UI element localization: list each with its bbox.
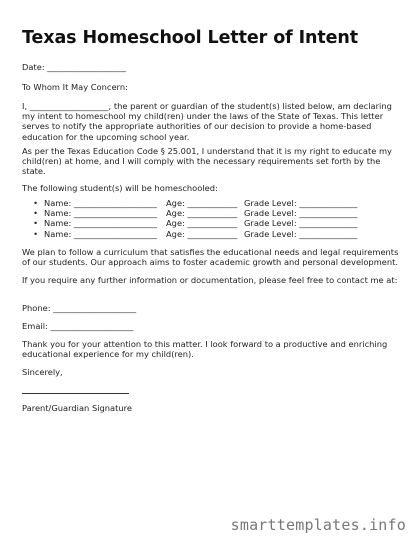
email-line: Email: ____________________ <box>22 321 134 331</box>
student-age-field: Age: ____________ <box>166 218 238 229</box>
watermark-brand: smarttemplates.info <box>230 516 406 534</box>
bullet: • <box>33 198 38 208</box>
student-grade-field: Grade Level: ______________ <box>244 218 358 229</box>
list-item <box>22 229 402 239</box>
student-age-field: Age: ____________ <box>166 198 238 208</box>
student-name-field: Name: ____________________ <box>44 218 157 229</box>
student-grade-field: Grade Level: ______________ <box>244 208 358 219</box>
bullet: • <box>33 218 38 229</box>
student-name-field: Name: ____________________ <box>44 208 157 219</box>
bullet: • <box>33 228 38 239</box>
student-name-field: Name: ____________________ <box>44 228 157 239</box>
student-name-field: Name: ____________________ <box>44 198 157 208</box>
student-age-field: Age: ____________ <box>166 228 238 239</box>
salutation: To Whom It May Concern: <box>22 82 128 92</box>
signature-label: Parent/Guardian Signature <box>22 403 132 413</box>
student-list <box>22 198 402 239</box>
thanks-paragraph: Thank you for your attention to this matter. I look forward to a productive and enriching educational experience for my child(ren). <box>22 339 388 360</box>
intent-paragraph: I, ___________________, the parent or guardian of the student(s) listed below, am declaring my intent to homeschool my child(ren) under the laws of the State of Texas. This letter serves to notify the appropriate authorities of our decision to provide a home-based education for the upcoming school year. <box>22 101 392 142</box>
student-age-field: Age: ____________ <box>166 208 238 219</box>
signature-line <box>22 393 129 394</box>
students-intro: The following student(s) will be homeschooled: <box>22 183 218 193</box>
list-item <box>22 208 402 218</box>
curriculum-paragraph: We plan to follow a curriculum that satisfies the educational needs and legal requirements of our students. Our approach aims to foster academic growth and personal development. <box>22 247 399 268</box>
date-line: Date: ___________________ <box>22 62 127 72</box>
contact-paragraph: If you require any further information or documentation, please feel free to contact me at: <box>22 275 398 285</box>
page-title: Texas Homeschool Letter of Intent <box>22 28 359 48</box>
bullet: • <box>33 208 38 219</box>
closing: Sincerely, <box>22 367 63 377</box>
list-item <box>22 198 402 208</box>
student-grade-field: Grade Level: ______________ <box>244 198 358 208</box>
student-grade-field: Grade Level: ______________ <box>244 228 358 239</box>
education-code-paragraph: As per the Texas Education Code § 25.001, I understand that it is my right to educate my child(ren) at home, and I will comply with the necessary requirements set forth by the state. <box>22 146 392 177</box>
list-item <box>22 218 402 228</box>
phone-line: Phone: ____________________ <box>22 303 137 313</box>
